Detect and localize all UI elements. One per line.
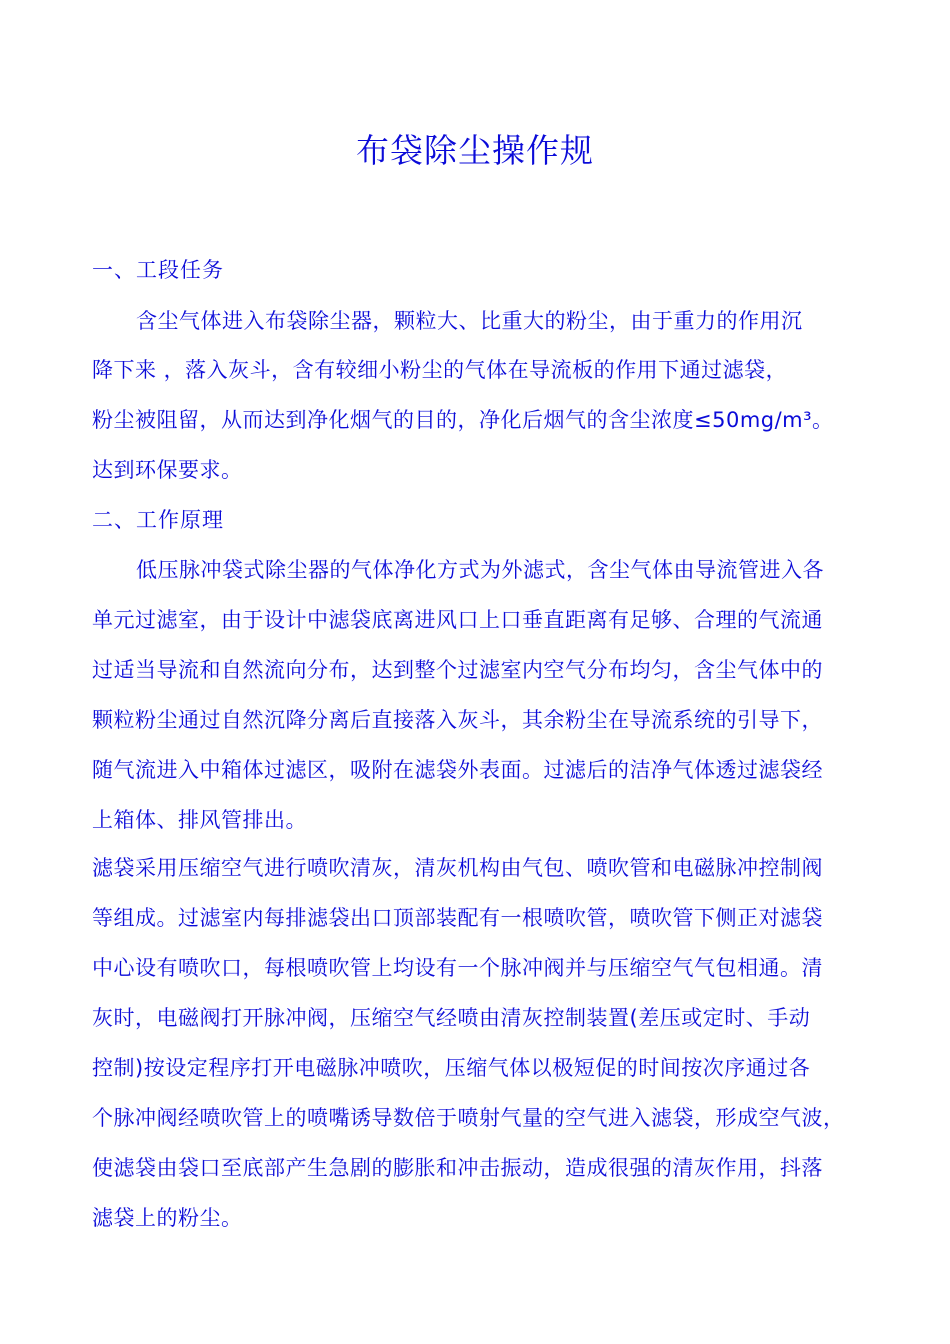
section-2-p1-line-6: 上箱体、排风管排出。: [92, 808, 307, 832]
section-2-p2-line-4: 灰时，电磁阀打开脉冲阀，压缩空气经喷由清灰控制装置(差压或定时、手动: [92, 1006, 811, 1030]
section-2-p1-line-2: 单元过滤室，由于设计中滤袋底离进风口上口垂直距离有足够、合理的气流通: [92, 608, 823, 632]
section-2-p2-line-2: 等组成。过滤室内每排滤袋出口顶部装配有一根喷吹管，喷吹管下侧正对滤袋: [92, 906, 823, 930]
section-1-line-2: 降下来 ，落入灰斗，含有较细小粉尘的气体在导流板的作用下通过滤袋，: [92, 358, 788, 382]
section-2-p2-line-7: 使滤袋由袋口至底部产生急剧的膨胀和冲击振动，造成很强的清灰作用，抖落: [92, 1156, 823, 1180]
section-2-p1-line-5: 随气流进入中箱体过滤区，吸附在滤袋外表面。过滤后的洁净气体透过滤袋经: [92, 758, 823, 782]
section-2-p1-line-1: 低压脉冲袋式除尘器的气体净化方式为外滤式，含尘气体由导流管进入各: [136, 558, 824, 582]
page-title: 布袋除尘操作规: [356, 131, 594, 170]
section-2-p2-line-5: 控制)按设定程序打开电磁脉冲喷吹，压缩气体以极短促的时间按次序通过各: [92, 1056, 811, 1080]
section-1-line-3: 粉尘被阻留，从而达到净化烟气的目的，净化后烟气的含尘浓度≤50mg/m³。: [92, 408, 834, 432]
section-2-heading: 二、工作原理: [92, 508, 224, 532]
section-2-p1-line-4: 颗粒粉尘通过自然沉降分离后直接落入灰斗，其余粉尘在导流系统的引导下，: [92, 708, 823, 732]
section-2-p1-line-3: 过适当导流和自然流向分布，达到整个过滤室内空气分布均匀，含尘气体中的: [92, 658, 823, 682]
section-2-p2-line-8: 滤袋上的粉尘。: [92, 1206, 243, 1230]
section-2-p2-line-1: 滤袋采用压缩空气进行喷吹清灰，清灰机构由气包、喷吹管和电磁脉冲控制阀: [92, 856, 823, 880]
section-2-p2-line-6: 个脉冲阀经喷吹管上的喷嘴诱导数倍于喷射气量的空气进入滤袋，形成空气波，: [92, 1106, 845, 1130]
section-1-line-1: 含尘气体进入布袋除尘器，颗粒大、比重大的粉尘，由于重力的作用沉: [136, 309, 803, 333]
section-2-p2-line-3: 中心设有喷吹口，每根喷吹管上均设有一个脉冲阀并与压缩空气气包相通。清: [92, 956, 823, 980]
section-1-line-4: 达到环保要求。: [92, 458, 243, 482]
section-1-heading: 一、工段任务: [92, 258, 224, 282]
